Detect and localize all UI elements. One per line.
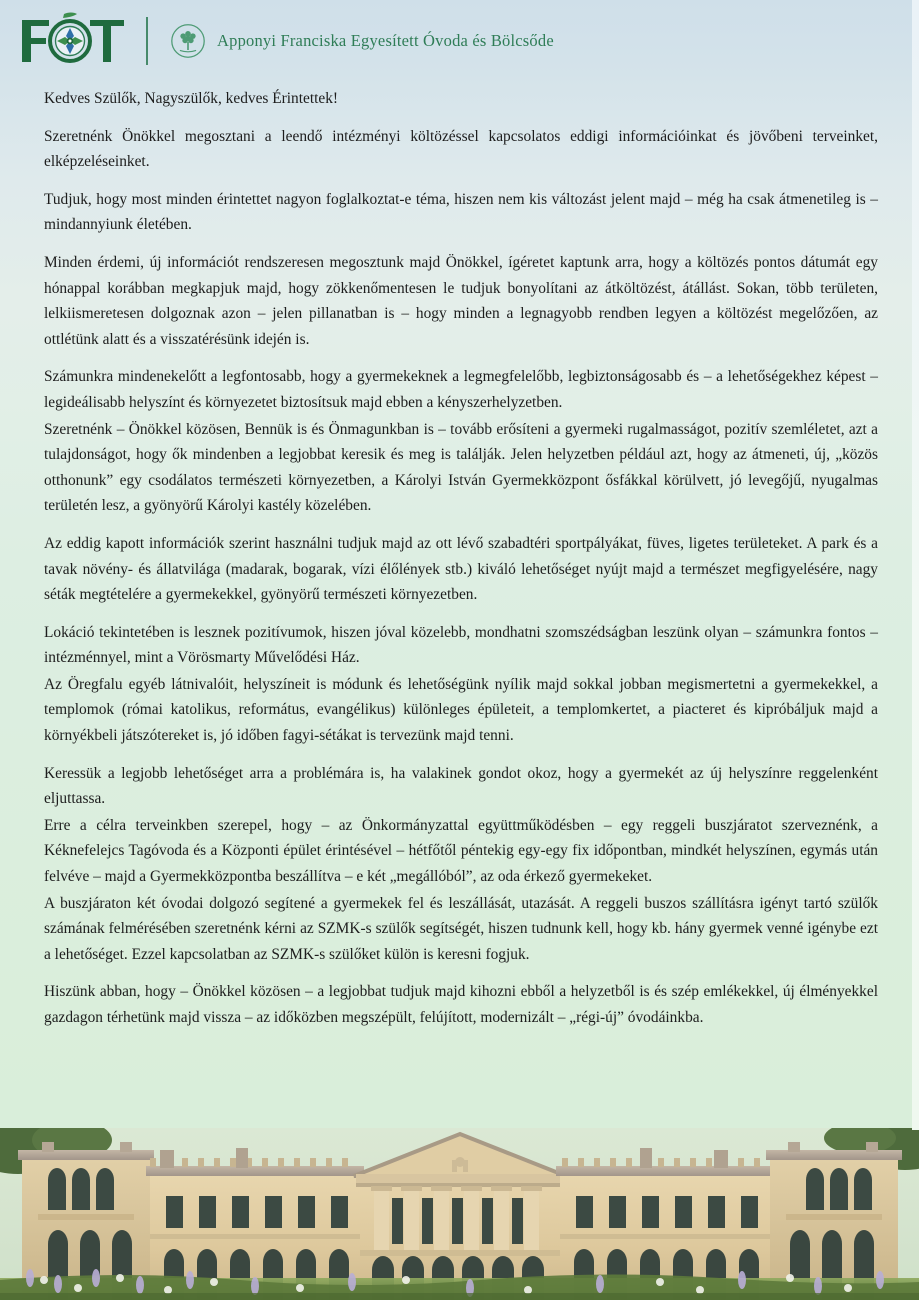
letter-paragraph-4: Számunkra mindenekelőtt a legfontosabb, hogy a gyermekeknek a legmegfelelőbb, legbiztonságosabb és – a lehetőségekhez képest – legideálisabb helyszínt és környezetet biztosítsuk majd ebben a kényszerhelyzetben. <box>44 368 878 411</box>
letter-paragraph-7: Lokáció tekintetében is lesznek pozitívumok, hiszen jóval közelebb, mondhatni szomszédságban leszünk olyan – számunkra fontos – intézménnyel, mint a Vörösmarty Művelődési Ház. <box>44 623 878 667</box>
letter-salutation: Kedves Szülők, Nagyszülők, kedves Érintettek! <box>44 90 339 107</box>
karolyi-castle-photo <box>0 1128 919 1300</box>
letter-paragraph-9: Keressük a legjobb lehetőséget arra a problémára is, ha valakinek gondot okoz, hogy a gyermekét az új helyszínre reggelenként eljuttassa. <box>44 764 878 808</box>
letter-paragraph-5: Szeretnénk – Önökkel közösen, Bennük is és Önmagunkban is – tovább erősíteni a gyermeki rugalmasságot, pozitív szemléletet, azt a tulajdonságot, hogy ők mindenben a legjobbat keresik és meg is találják. Jelen helyzetben például azt, hogy az átmeneti, új, „közös otthonunk” egy csodálatos természeti környezetben, a Károlyi István Gyermekközpont ősfákkal körülvett, jó levegőjű, nyugalmas területén lesz, a gyönyörű Károlyi kastély közelében. <box>44 420 878 515</box>
fot-town-logo <box>18 13 126 69</box>
letter-paragraph-2: Tudjuk, hogy most minden érintettet nagyon foglalkoztat-e téma, hiszen nem kis változást jelent majd – még ha csak átmenetileg is – mindannyiunk életében. <box>44 190 878 234</box>
institution-branding <box>170 23 554 59</box>
fot-logo-graphic <box>18 12 126 70</box>
castle-illustration <box>0 1128 919 1300</box>
page-right-edge-strip <box>912 0 919 1130</box>
letter-paragraph-3: Minden érdemi, új információt rendszeresen megosztunk majd Önökkel, ígéretet kaptunk arra, hogy a költözés pontos dátumát egy hónappal korábban megkapjuk majd, hogy zökkenőmentesen le tudjuk bonyolítani az átköltözést, átállást. Sokan, több területen, lelkiismeretesen dolgoznak azon – jelen pillanatban is – hogy minden a legnagyobb rendben legyen a költözést megelőzően, az ottlétünk alatt és a visszatérésünk idején is. <box>44 253 878 348</box>
letter-paragraph-1: Szeretnénk Önökkel megosztani a leendő intézményi költözéssel kapcsolatos eddigi információinkat és jövőbeni terveinket, elképzeléseinket. <box>44 127 878 171</box>
letter-paragraph-6: Az eddig kapott információk szerint használni tudjuk majd az ott lévő szabadtéri sportpályákat, füves, ligetes területeket. A park és a tavak növény- és állatvilága (madarak, bogarak, vízi élőlények stb.) kiváló lehetőséget nyújt majd a természet megfigyelésére, nagy séták megtételére a gyermekekkel, gyönyörű természeti környezetben. <box>44 534 878 604</box>
letter-paragraph-10: Erre a célra terveinkben szerepel, hogy – az Önkormányzattal együttműködésben – egy reggeli buszjáratot szerveznénk, a Kéknefelejcs Tagóvoda és a Központi épület érintésével – hétfőtől péntekig egy-egy fix időpontban, mindkét helyszínen, egymás után felvéve – majd a Gyermekközpontba beszállítva – e két „megállóból”, az oda érkező gyermekeket. <box>44 816 878 886</box>
letter-body <box>44 86 878 1031</box>
header-divider <box>146 17 148 65</box>
institution-name: Apponyi Franciska Egyesített Óvoda és Bölcsőde <box>217 31 554 50</box>
tree-circle-emblem-icon <box>170 23 206 59</box>
letter-paragraph-12: Hiszünk abban, hogy – Önökkel közösen – a legjobbat tudjuk majd kihozni ebből a helyzetből is és szép emlékekkel, új élményekkel gazdagon térhetünk majd vissza – az időközben megszépült, felújított, modernizált – „régi-új” óvodáinkba. <box>44 983 878 1026</box>
document-header <box>0 0 919 82</box>
letter-paragraph-11: A buszjáraton két óvodai dolgozó segítené a gyermekek fel és leszállását, utazását. A reggeli buszos szállításra igényt tartó szülők számának felmérésében szeretnénk kérni az SZMK-s szülők segítségét, hiszen tudnunk kell, hogy kb. hány gyermek venné igénybe ezt a lehetőséget. Ezzel kapcsolatban az SZMK-s szülőket külön is keresni fogjuk. <box>44 894 878 963</box>
letter-paragraph-8: Az Öregfalu egyéb látnivalóit, helyszíneit is módunk és lehetőségünk nyílik majd sokkal jobban megismertetni a gyermekekkel, a templomok (római katolikus, református, evangélikus) különleges épületeit, a templomkertet, a piacteret és kipróbáljuk majd a környékbeli játszótereket is, jó időben fagyi-sétákat is tervezünk majd tenni. <box>44 675 878 745</box>
